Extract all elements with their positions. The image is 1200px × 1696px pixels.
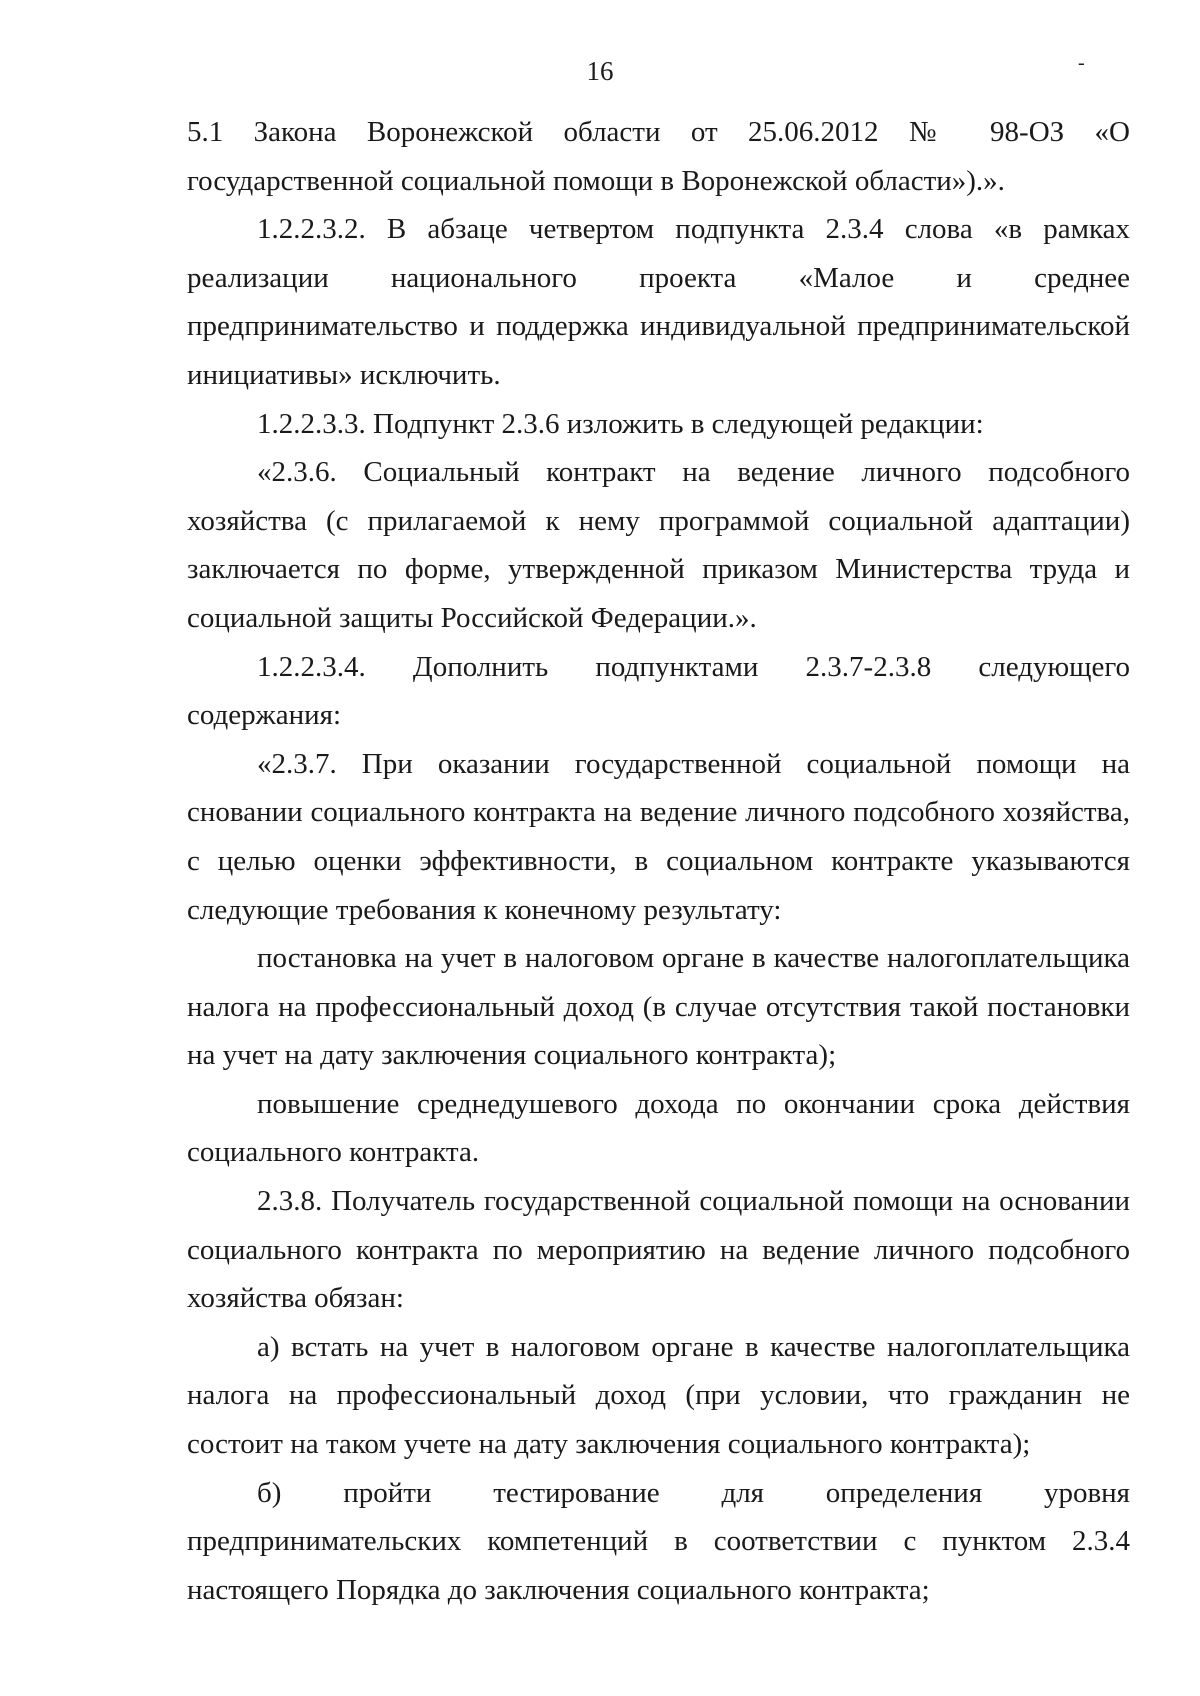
paragraph-continuation: 5.1 Закона Воронежской области от 25.06.2012 № 98-ОЗ «О государственной социальной помощи в Воронежской области»).». xyxy=(187,116,1130,197)
paragraph-1-2-2-3-2: 1.2.2.3.2. В абзаце четвертом подпункта 2.3.4 слова «в рамках реализации национального проекта «Малое и среднее предпринимательство и поддержка индивидуальной предпринимательской инициативы» исключить. xyxy=(187,213,1130,391)
paragraph-2-3-7: «2.3.7. При оказании государственной социальной помощи на сновании социального контракта на ведение личного подсобного хозяйства, с целью оценки эффективности, в социальном контракте указываются следующие требования к конечному результату: xyxy=(187,747,1130,926)
paragraph-1-2-2-3-4: 1.2.2.3.4. Дополнить подпунктами 2.3.7-2.3.8 следующего содержания: xyxy=(187,650,1130,732)
corner-mark: - xyxy=(1078,52,1085,74)
paragraph-2-3-8: 2.3.8. Получатель государственной социальной помощи на основании социального контракта по мероприятию на ведение личного подсобного хозяйства обязан: xyxy=(187,1185,1130,1315)
paragraph-1-2-2-3-3: 1.2.2.3.3. Подпункт 2.3.6 изложить в следующей редакции: xyxy=(257,407,984,440)
paragraph-2-3-6: «2.3.6. Социальный контракт на ведение личного подсобного хозяйства (с прилагаемой к нему программой социальной адаптации) заключается по форме, утвержденной приказом Министерства труда и социальной защиты Российской Федерации.». xyxy=(187,456,1130,634)
paragraph-obligation-a: а) встать на учет в налоговом органе в качестве налогоплательщика налога на профессиональный доход (при условии, что гражданин не состоит на таком учете на дату заключения социального контракта); xyxy=(187,1330,1130,1461)
paragraph-obligation-b: б) пройти тестирование для определения уровня предпринимательских компетенций в соответствии с пунктом 2.3.4 настоящего Порядка до заключения социального контракта; xyxy=(187,1476,1130,1606)
paragraph-requirement-tax-registration: постановка на учет в налоговом органе в качестве налогоплательщика налога на профессиональный доход (в случае отсутствия такой постановки на учет на дату заключения социального контракта); xyxy=(187,942,1130,1072)
paragraph-requirement-income-increase: повышение среднедушевого дохода по окончании срока действия социального контракта. xyxy=(187,1087,1130,1169)
page-number: 16 xyxy=(586,56,614,86)
document-body xyxy=(187,108,1130,1614)
